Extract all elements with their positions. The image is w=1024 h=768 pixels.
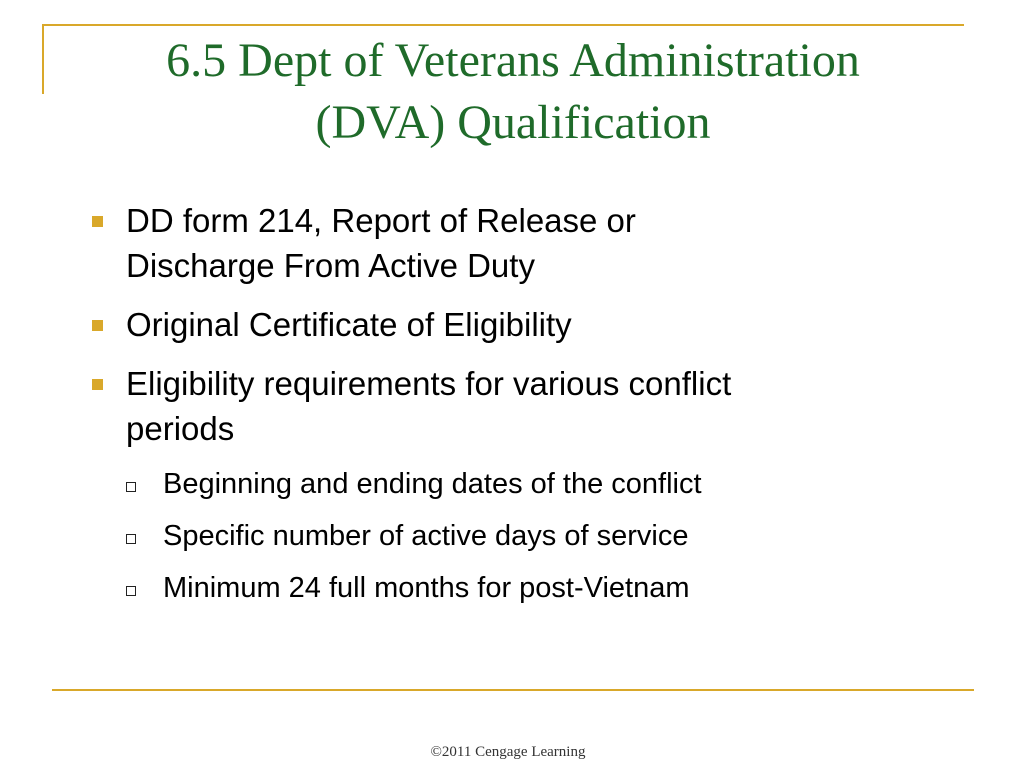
- bullet-text: DD form 214, Report of Release or: [126, 202, 636, 239]
- square-bullet-icon: [92, 216, 103, 227]
- bullet-item: [86, 198, 966, 288]
- sub-bullet-text: Beginning and ending dates of the conflict: [163, 468, 702, 500]
- bullet-item: [86, 302, 966, 347]
- square-bullet-icon: [92, 379, 103, 390]
- left-accent-rule: [42, 24, 44, 94]
- sub-bullet-item: [86, 569, 966, 607]
- slide-title: [60, 30, 966, 154]
- sub-bullet-item: [86, 517, 966, 555]
- sub-bullet-item: [86, 465, 966, 503]
- bullet-item: [86, 361, 966, 451]
- top-accent-rule: [42, 24, 964, 26]
- hollow-square-bullet-icon: [126, 534, 136, 544]
- bottom-accent-rule: [52, 689, 974, 691]
- copyright-footer: ©2011 Cengage Learning: [430, 744, 586, 760]
- title-line-1: 6.5 Dept of Veterans Administration: [166, 34, 860, 87]
- bullet-list: [86, 198, 966, 621]
- hollow-square-bullet-icon: [126, 586, 136, 596]
- title-line-2: (DVA) Qualification: [315, 96, 711, 149]
- bullet-text-continued: Discharge From Active Duty: [126, 247, 535, 284]
- sub-bullet-text: Minimum 24 full months for post-Vietnam: [163, 572, 690, 604]
- bullet-text: Original Certificate of Eligibility: [126, 306, 572, 343]
- sub-bullet-text: Specific number of active days of service: [163, 520, 689, 552]
- hollow-square-bullet-icon: [126, 482, 136, 492]
- bullet-text: Eligibility requirements for various conflict: [126, 365, 732, 402]
- square-bullet-icon: [92, 320, 103, 331]
- bullet-text-continued: periods: [126, 410, 235, 447]
